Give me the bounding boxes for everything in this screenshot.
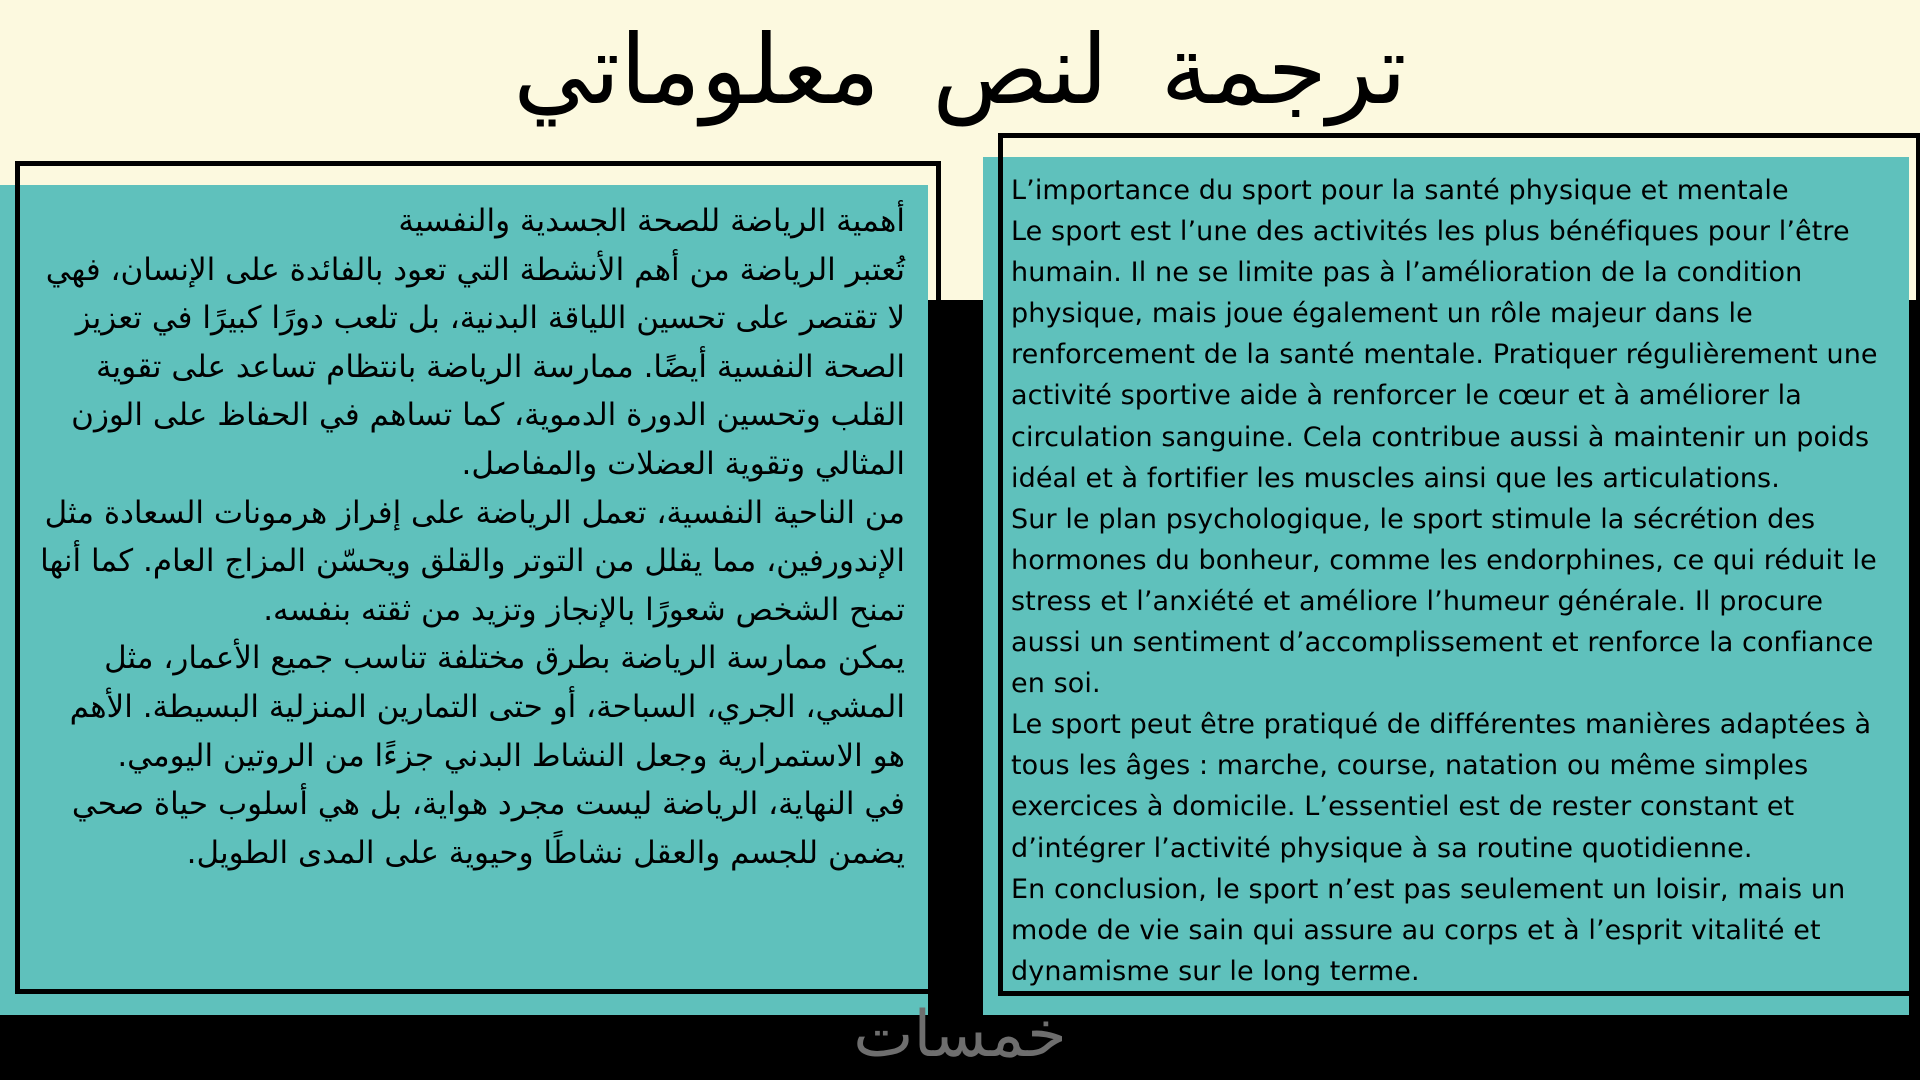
french-heading: L’importance du sport pour la santé physique et mentale (1011, 175, 1789, 206)
arabic-heading: أهمية الرياضة للصحة الجسدية والنفسية (398, 203, 905, 239)
page-title: ترجمة لنص معلوماتي (513, 14, 1407, 126)
french-paragraph: Le sport est l’une des activités les plus bénéfiques pour l’être humain. Il ne se limite pas à l’amélioration de la condition physique, mais joue également un rôle majeur dans le renforcement de la santé mentale. Pratiquer régulièrement une activité sportive aide à renforcer le cœur et à améliorer la circulation sanguine. Cela contribue aussi à maintenir un poids idéal et à fortifier les muscles ainsi que les articulations. (1011, 216, 1878, 494)
french-paragraph: Le sport peut être pratiqué de différentes manières adaptées à tous les âges : marche, course, natation ou même simples exercices à domicile. L’essentiel est de rester constant et d’intégrer l’activité physique à sa routine quotidienne. (1011, 709, 1872, 864)
arabic-text-block (30, 197, 905, 877)
arabic-paragraph: يمكن ممارسة الرياضة بطرق مختلفة تناسب جميع الأعمار، مثل المشي، الجري، السباحة، أو حتى التمارين المنزلية البسيطة. الأهم هو الاستمرارية وجعل النشاط البدني جزءًا من الروتين اليومي. (69, 640, 905, 774)
french-text-block (1011, 170, 1901, 992)
french-paragraph: Sur le plan psychologique, le sport stimule la sécrétion des hormones du bonheur, comme les endorphines, ce qui réduit le stress et l’anxiété et améliore l’humeur générale. Il procure aussi un sentiment d’accomplissement et renforce la confiance en soi. (1011, 503, 1877, 700)
arabic-paragraph: تُعتبر الرياضة من أهم الأنشطة التي تعود بالفائدة على الإنسان، فهي لا تقتصر على تحسين اللياقة البدنية، بل تلعب دورًا كبيرًا في تعزيز الصحة النفسية أيضًا. ممارسة الرياضة بانتظام تساعد على تقوية القلب وتحسين الدورة الدموية، كما تساهم في الحفاظ على الوزن المثالي وتقوية العضلات والمفاصل. (45, 251, 905, 482)
arabic-paragraph: في النهاية، الرياضة ليست مجرد هواية، بل هي أسلوب حياة صحي يضمن للجسم والعقل نشاطًا وحيوية على المدى الطويل. (71, 786, 905, 871)
watermark-logo: خمسات (853, 998, 1067, 1072)
arabic-paragraph: من الناحية النفسية، تعمل الرياضة على إفراز هرمونات السعادة مثل الإندورفين، مما يقلل من التوتر والقلق ويحسّن المزاج العام. كما أنها تمنح الشخص شعورًا بالإنجاز وتزيد من ثقته بنفسه. (40, 494, 905, 628)
french-paragraph: En conclusion, le sport n’est pas seulement un loisir, mais un mode de vie sain qui assure au corps et à l’esprit vitalité et dynamisme sur le long terme. (1011, 873, 1846, 987)
